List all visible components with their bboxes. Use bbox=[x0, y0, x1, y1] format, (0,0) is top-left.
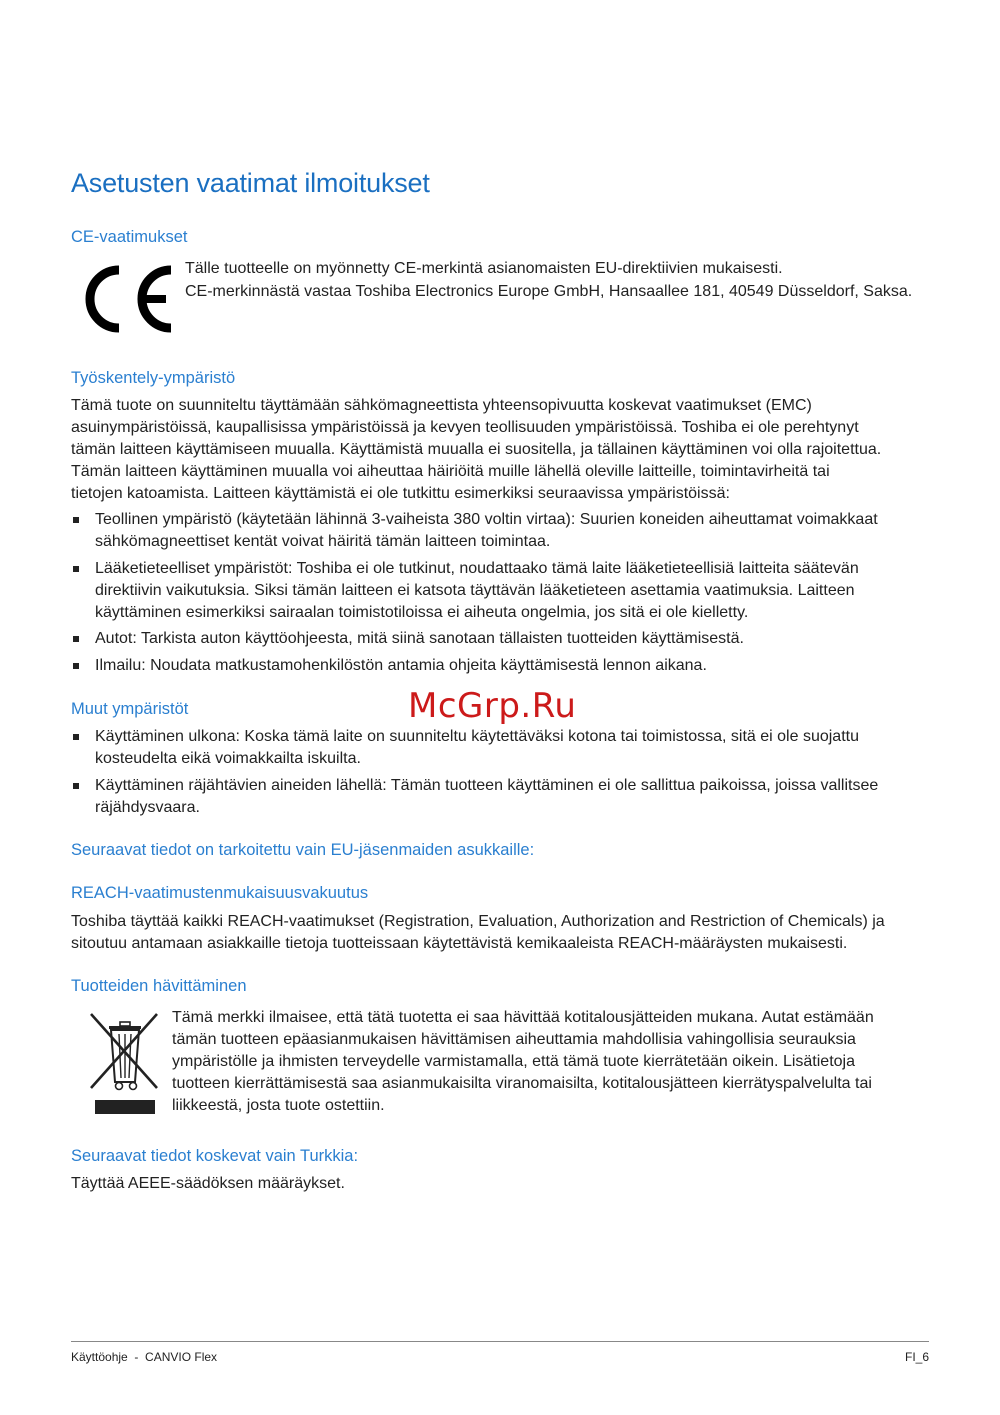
disposal-heading: Tuotteiden hävittäminen bbox=[71, 977, 247, 995]
bullet-line: käyttäminen esimerkiksi sairaalan toimistotiloissa ei aiheuta ongelmia, jos sitä ei ole kielletty. bbox=[95, 603, 749, 621]
list-item bbox=[71, 775, 929, 819]
work-env-heading: Työskentely-ympäristö bbox=[71, 369, 236, 387]
ce-line: CE-merkinnästä vastaa Toshiba Electronics Europe GmbH, Hansaallee 181, 40549 Düsseldorf, Saksa. bbox=[185, 283, 913, 300]
paragraph-line: asuinympäristöissä, kaupallisissa ympäristöissä ja kevyen teollisuuden ympäristöissä. Toshiba ei ole perehtynyt bbox=[71, 419, 859, 436]
list-item bbox=[71, 655, 929, 677]
paragraph-line: tuotteen kierrättämisestä saa asianmukaisilta viranomaisilta, kotitalousjätteen kierrätyspalvelulta tai bbox=[172, 1075, 872, 1092]
bullet-line: Teollinen ympäristö (käytetään lähinnä 3-vaiheista 380 voltin virtaa): Suurien koneiden aiheuttamat voimakkaat bbox=[95, 511, 878, 528]
footer-divider bbox=[71, 1341, 929, 1342]
document-page bbox=[71, 0, 929, 1415]
paragraph-line: tämän laitteen käyttämiseen muualla. Käyttämistä muualla ei suositella, ja tällainen käyttäminen voi olla rajoitettua. bbox=[71, 441, 882, 458]
paragraph-line: Tämän laitteen käyttäminen muualla voi aiheuttaa häiriöitä muille lähellä oleville laitteille, toimintavirheitä tai bbox=[71, 463, 830, 480]
bullet-line: Lääketieteelliset ympäristöt: Toshiba ei ole tutkinut, noudattaako tämä laite lääketieteellisiä laitteita säätevän bbox=[95, 559, 859, 577]
bullet-line: Autot: Tarkista auton käyttöohjeesta, mitä siinä sanotaan tällaisten tuotteiden käyttämisestä. bbox=[95, 630, 744, 647]
paragraph-line: sitoutuu antamaan asiakkaille tietoja tuotteissaan käytettävistä kemikaaleista REACH-määräysten mukaisesti. bbox=[71, 935, 848, 952]
ce-mark-icon bbox=[75, 262, 179, 336]
other-env-bullet-list bbox=[71, 726, 929, 823]
watermark-text: McGrp.Ru bbox=[408, 686, 577, 726]
ce-text bbox=[185, 257, 912, 303]
paragraph-line: tietojen katoamista. Laitteen käyttämistä ei ole tutkittu esimerkiksi seuraavissa ympäristöissä: bbox=[71, 485, 730, 502]
ce-line: Tälle tuotteelle on myönnetty CE-merkintä asianomaisten EU-direktiivien mukaisesti. bbox=[185, 260, 783, 277]
bullet-line: Ilmailu: Noudata matkustamohenkilöstön antamia ohjeita käyttämisestä lennon aikana. bbox=[95, 656, 707, 674]
paragraph-line: ympäristölle ja ihmisten terveydelle varmistamalla, että tämä tuote kierrätetään oikein. Lisätietoja bbox=[172, 1053, 855, 1070]
paragraph-line: liikkeestä, josta tuote ostettiin. bbox=[172, 1097, 385, 1114]
turkey-heading: Seuraavat tiedot koskevat vain Turkkia: bbox=[71, 1147, 359, 1165]
bullet-line: Käyttäminen räjähtävien aineiden lähellä: Tämän tuotteen käyttäminen ei ole sallittua paikoissa, joissa vallitsee bbox=[95, 776, 879, 794]
list-item bbox=[71, 726, 929, 770]
paragraph-line: Tämä tuote on suunniteltu täyttämään sähkömagneettista yhteensopivuutta koskevat vaatimukset (EMC) bbox=[71, 397, 812, 414]
list-item bbox=[71, 628, 929, 650]
bullet-line: Käyttäminen ulkona: Koska tämä laite on suunniteltu käytettäväksi kotona tai toimistossa, sitä ei ole suojattu bbox=[95, 728, 859, 745]
ce-heading: CE-vaatimukset bbox=[71, 228, 188, 246]
paragraph-line: Tämä merkki ilmaisee, että tätä tuotetta ei saa hävittää kotitalousjätteiden mukana. Autat estämään bbox=[172, 1009, 874, 1026]
footer-page-number: FI_6 bbox=[904, 1350, 929, 1364]
bullet-line: kosteudelta eikä voimakkailta iskuilta. bbox=[95, 750, 361, 767]
reach-paragraph bbox=[71, 911, 885, 955]
paragraph-line: tämän tuotteen epäasianmukaisen hävittämisen aiheuttamia mahdollisia vahingollisia seurauksia bbox=[172, 1031, 856, 1048]
page-title: Asetusten vaatimat ilmoitukset bbox=[71, 168, 430, 198]
bullet-line: direktiivin vaikutuksia. Siksi tämän laitteen ei katsota täyttävän lääketieteen asettamia vaatimuksia. Laitteen bbox=[95, 581, 855, 599]
eu-heading: Seuraavat tiedot on tarkoitettu vain EU-jäsenmaiden asukkaille: bbox=[71, 841, 535, 859]
turkey-text: Täyttää AEEE-säädöksen määräykset. bbox=[71, 1175, 345, 1192]
work-env-bullet-list bbox=[71, 509, 929, 681]
weee-crossed-bin-icon bbox=[89, 1012, 161, 1116]
paragraph-line: Toshiba täyttää kaikki REACH-vaatimukset (Registration, Evaluation, Authorization and Restriction of Chemicals) ja bbox=[71, 913, 885, 930]
bullet-line: sähkömagneettiset kentät voivat häiritä tämän laitteen toimintaa. bbox=[95, 533, 551, 550]
work-env-paragraph bbox=[71, 395, 881, 505]
bullet-line: räjähdysvaara. bbox=[95, 798, 200, 816]
other-env-heading: Muut ympäristöt bbox=[71, 700, 189, 718]
list-item bbox=[71, 509, 929, 553]
reach-heading: REACH-vaatimustenmukaisuusvakuutus bbox=[71, 884, 369, 902]
disposal-paragraph bbox=[172, 1007, 929, 1117]
list-item bbox=[71, 558, 929, 624]
footer-doc-title: Käyttöohje - CANVIO Flex bbox=[71, 1350, 218, 1364]
